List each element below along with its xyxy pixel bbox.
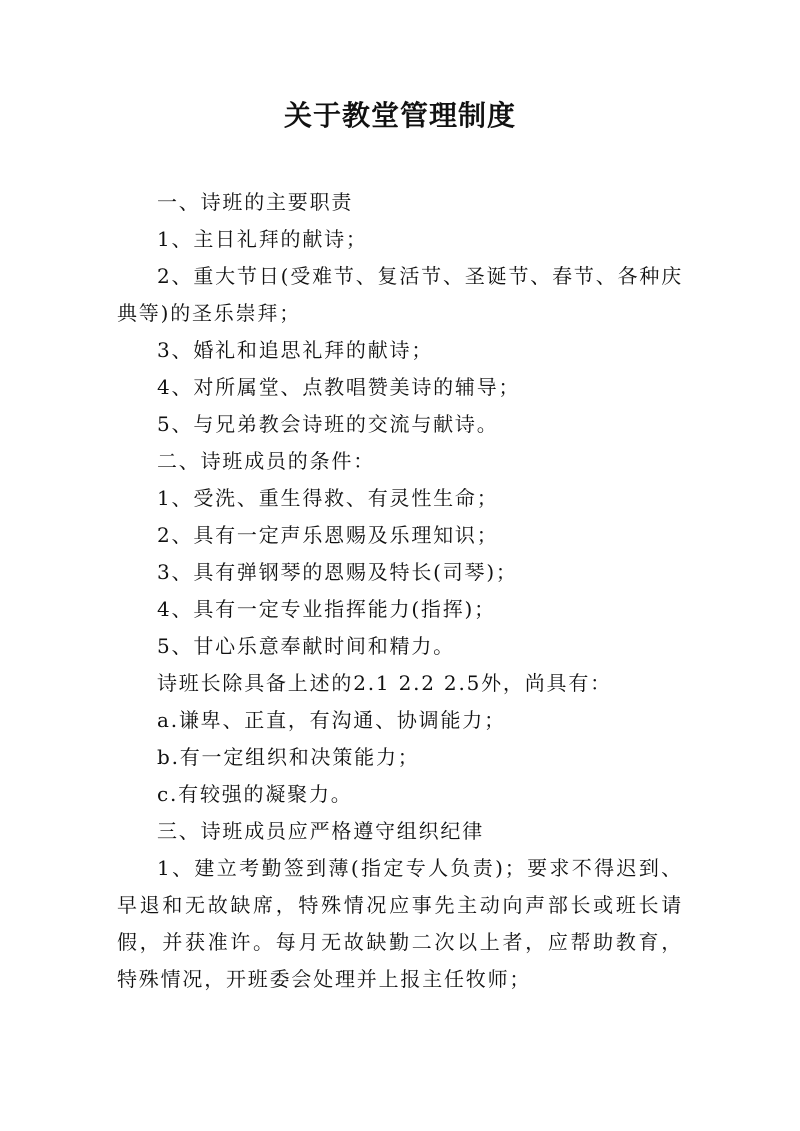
list-item: 1、建立考勤签到薄(指定专人负责)；要求不得迟到、早退和无故缺席，特殊情况应事先主动向声部长或班长请假，并获准许。每月无故缺勤二次以上者，应帮助教育，特殊情况，开班委会处理并上报主任牧师； (117, 856, 683, 991)
list-item: 5、甘心乐意奉献时间和精力。 (157, 634, 455, 658)
list-item: 4、具有一定专业指挥能力(指挥)； (157, 597, 496, 621)
list-item: a.谦卑、正直，有沟通、协调能力； (157, 708, 506, 732)
list-item: 1、主日礼拜的献诗； (157, 227, 368, 251)
list-item: 4、对所属堂、点教唱赞美诗的辅导； (157, 375, 521, 399)
section-heading-3: 三、诗班成员应严格遵守组织纪律 (157, 819, 484, 843)
document-body (117, 184, 683, 998)
section-heading-1: 一、诗班的主要职责 (157, 190, 354, 214)
list-item: 3、婚礼和追思礼拜的献诗； (157, 338, 434, 362)
list-item: b.有一定组织和决策能力； (157, 745, 420, 769)
section-heading-2: 二、诗班成员的条件： (157, 449, 375, 473)
list-item: 2、重大节日(受难节、复活节、圣诞节、春节、各种庆典等)的圣乐崇拜； (117, 264, 683, 325)
list-item: c.有较强的凝聚力。 (157, 782, 353, 806)
list-item: 5、与兄弟教会诗班的交流与献诗。 (157, 412, 499, 436)
list-item: 1、受洗、重生得救、有灵性生命； (157, 486, 499, 510)
leader-requirements-intro: 诗班长除具备上述的2.1 2.2 2.5外，尚具有： (157, 671, 612, 695)
list-item: 3、具有弹钢琴的恩赐及特长(司琴)； (157, 560, 518, 584)
document-title: 关于教堂管理制度 (283, 99, 516, 132)
list-item: 2、具有一定声乐恩赐及乐理知识； (157, 523, 499, 547)
